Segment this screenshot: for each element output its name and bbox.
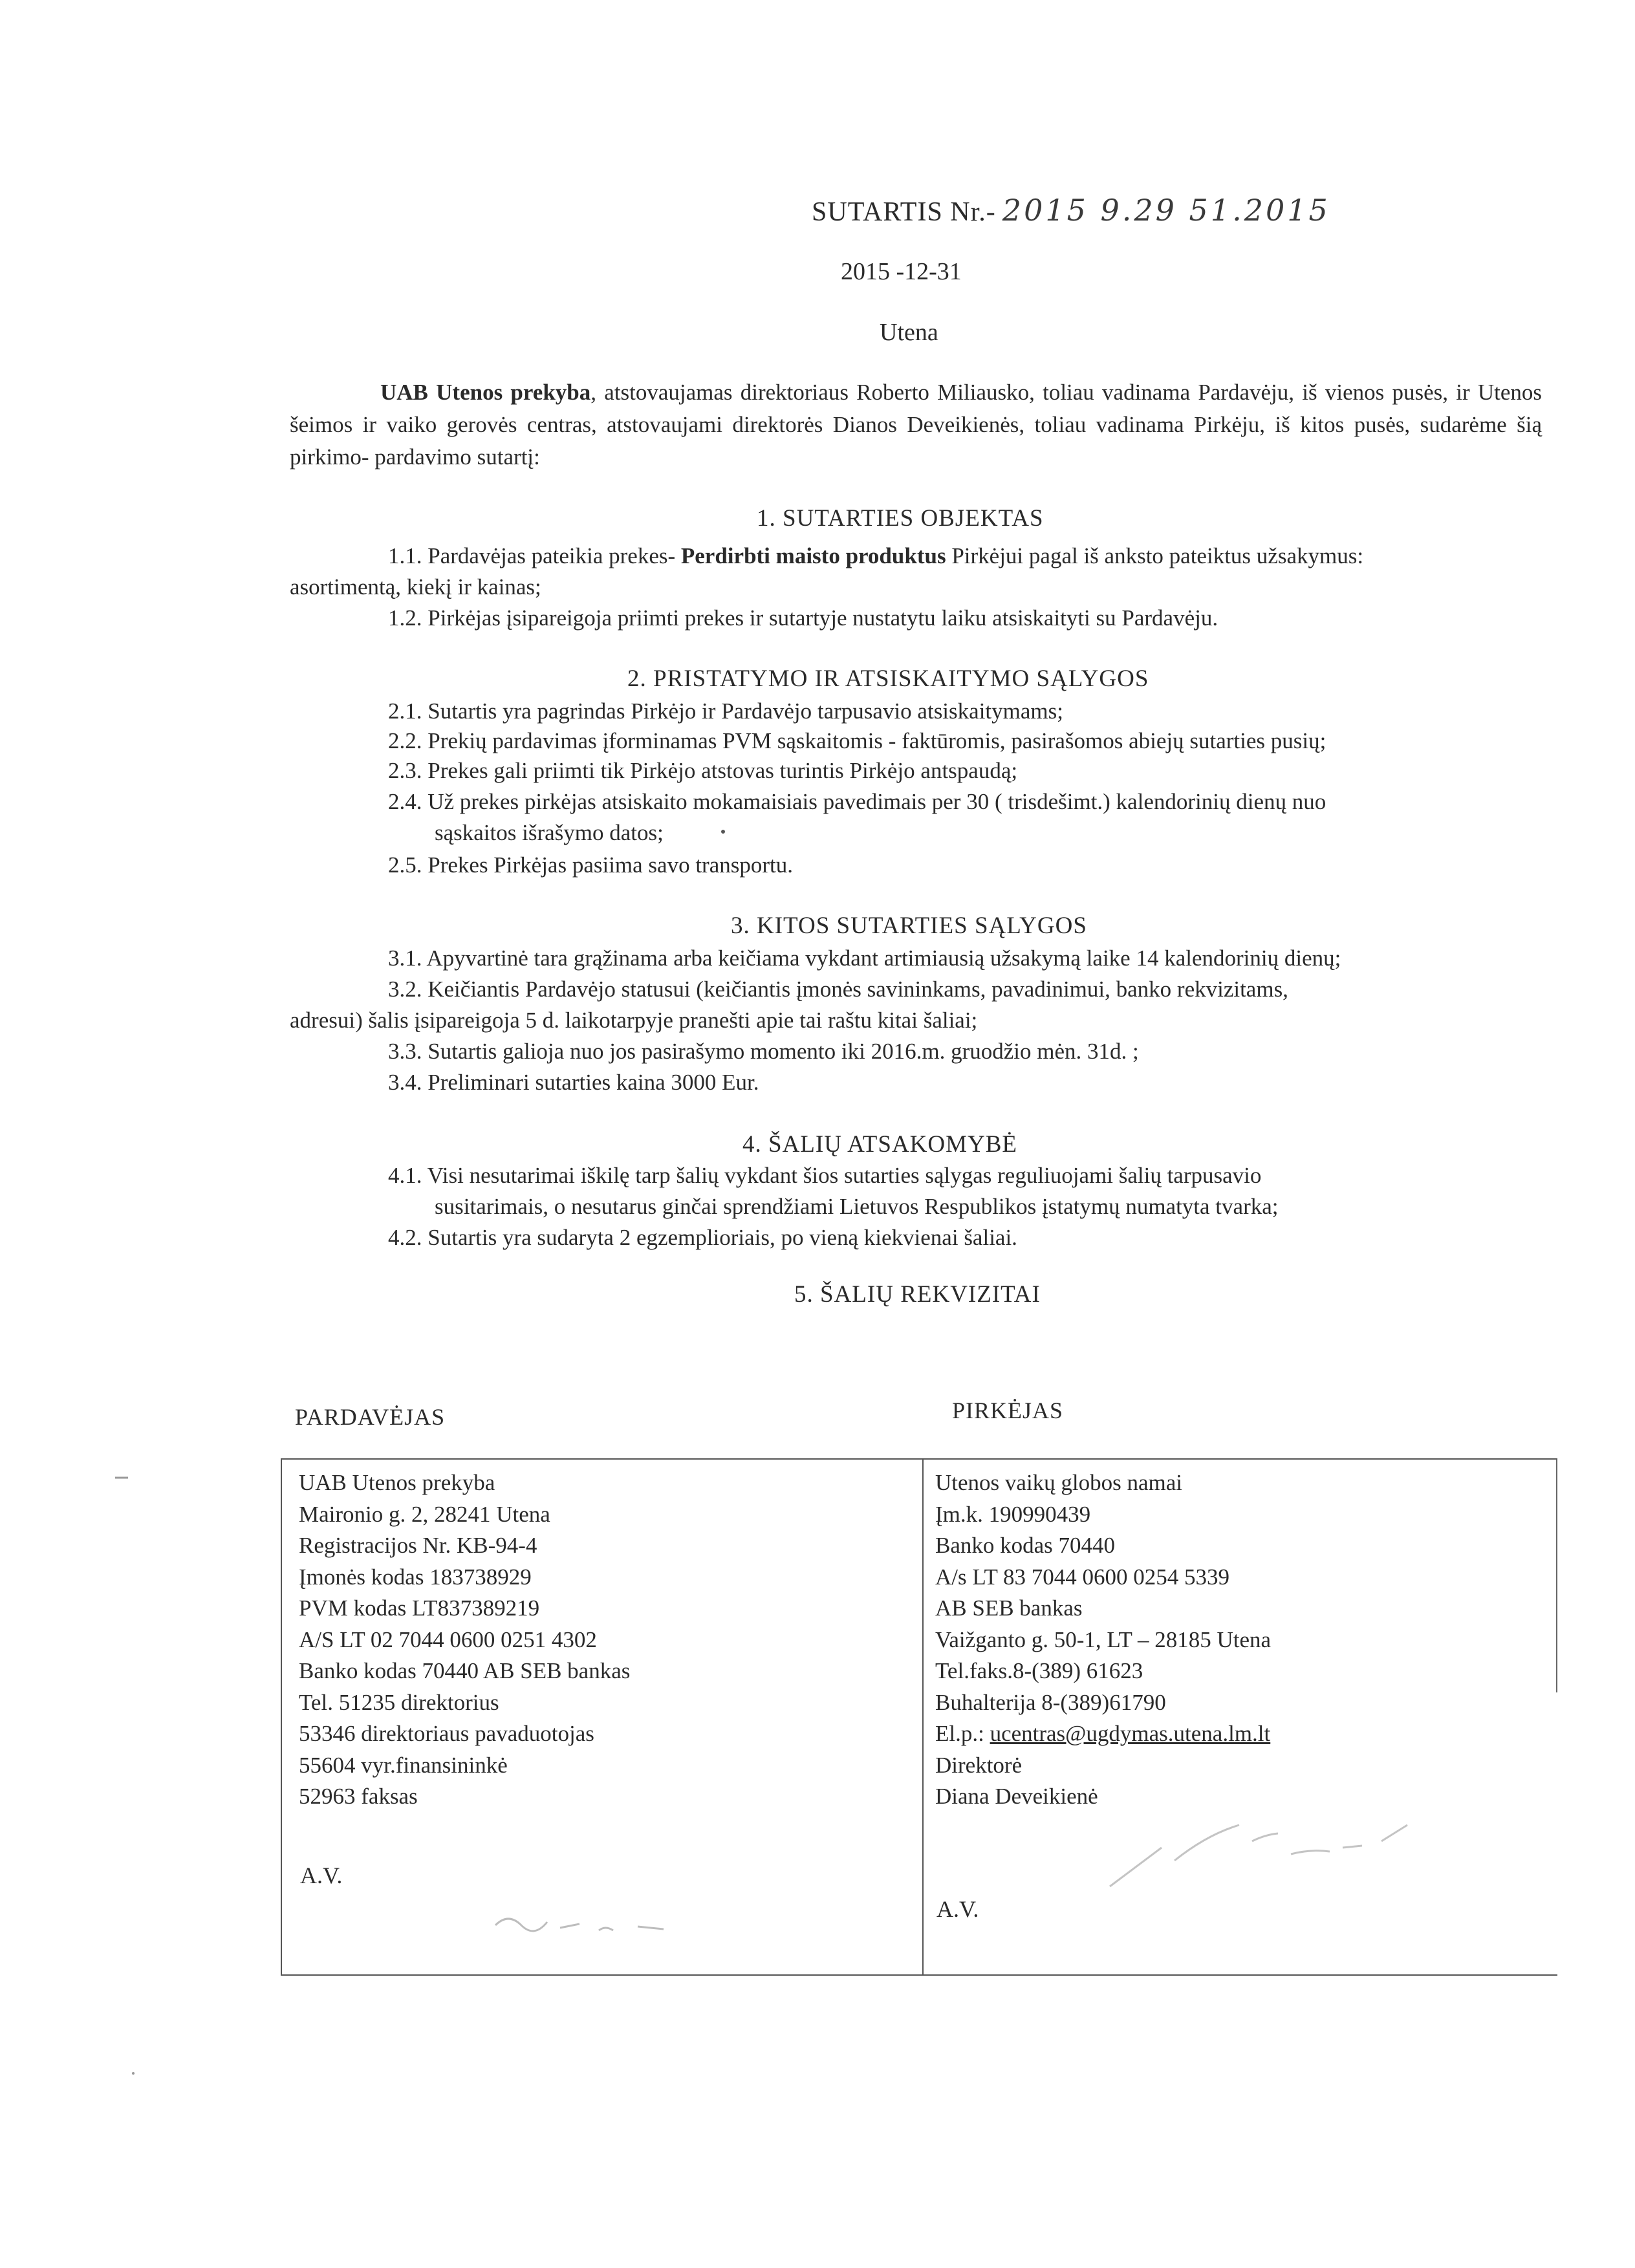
seller-line: 53346 direktoriaus pavaduotojas (299, 1721, 594, 1746)
buyer-signer-title: Direktorė (935, 1752, 1023, 1778)
clause-2-4: 2.4. Už prekes pirkėjas atsiskaito mokamaisiais pavedimais per 30 ( trisdešimt.) kalendorinių dienų nuo (388, 789, 1326, 814)
seller-stamp-place: A.V. (300, 1863, 343, 1888)
contract-title (812, 193, 1330, 228)
clause-2-4-cont: sąskaitos išrašymo datos; (435, 820, 664, 845)
buyer-line: Vaižganto g. 50-1, LT – 28185 Utena (935, 1626, 1272, 1652)
seller-line: Įmonės kodas 183738929 (299, 1564, 532, 1590)
buyer-line: Tel.faks.8-(389) 61623 (935, 1658, 1143, 1683)
seller-line: UAB Utenos prekyba (299, 1470, 495, 1495)
clause-2-3: 2.3. Prekes gali priimti tik Pirkėjo atstovas turintis Pirkėjo antspaudą; (388, 758, 1018, 783)
seller-line: 55604 vyr.finansininkė (299, 1752, 508, 1778)
clause-1-2: 1.2. Pirkėjas įsipareigoja priimti prekes ir sutartyje nustatytu laiku atsiskaityti su Pardavėju. (388, 605, 1218, 631)
section-1-heading: 1. SUTARTIES OBJEKTAS (757, 505, 1044, 532)
scan-speck (719, 828, 727, 836)
clause-4-1: 4.1. Visi nesutarimai iškilę tarp šalių vykdant šios sutarties sąlygas reguliuojami šalių tarpusavio (388, 1163, 1262, 1188)
buyer-email-line (935, 1718, 1271, 1750)
buyer-line: A/s LT 83 7044 0600 0254 5339 (935, 1564, 1230, 1590)
table-right-edge (1556, 1460, 1557, 1692)
contract-title-text: SUTARTIS Nr.- (812, 197, 996, 227)
clause-1-1-cont: asortimentą, kiekį ir kainas; (290, 574, 541, 599)
buyer-line: Buhalterija 8-(389)61790 (935, 1689, 1166, 1715)
section-2-heading: 2. PRISTATYMO IR ATSISKAITYMO SĄLYGOS (627, 665, 1149, 692)
scan-speck (129, 2069, 137, 2077)
seller-signature-mark (489, 1899, 709, 1945)
clause-2-1: 2.1. Sutartis yra pagrindas Pirkėjo ir Pardavėjo tarpusavio atsiskaitymams; (388, 698, 1063, 724)
contract-city: Utena (880, 319, 938, 346)
clause-1-1-b: Pirkėjui pagal iš anksto pateiktus užsakymus: (946, 543, 1364, 568)
buyer-label: PIRKĖJAS (952, 1398, 1064, 1423)
handwritten-contract-number: 2015 9.29 51.2015 (1002, 193, 1330, 228)
seller-line: A/S LT 02 7044 0600 0251 4302 (299, 1626, 597, 1652)
seller-line: 52963 faksas (299, 1784, 418, 1809)
seller-line: Tel. 51235 direktorius (299, 1689, 499, 1715)
buyer-line: Įm.k. 190990439 (935, 1501, 1091, 1527)
clause-4-2: 4.2. Sutartis yra sudaryta 2 egzemplioriais, po vieną kiekvienai šaliai. (388, 1225, 1017, 1250)
table-divider (922, 1460, 924, 1974)
buyer-line: Banko kodas 70440 (935, 1533, 1116, 1558)
requisites-table (281, 1458, 1557, 1976)
clause-3-2: 3.2. Keičiantis Pardavėjo statusui (keičiantis įmonės savininkams, pavadinimui, banko rekvizitams, (388, 977, 1288, 1002)
buyer-signature-mark (1097, 1815, 1433, 1912)
buyer-email-link[interactable]: ucentras@ugdymas.utena.lm.lt (990, 1721, 1271, 1746)
clause-3-1: 3.1. Apyvartinė tara grąžinama arba keičiama vykdant artimiausią užsakymą laike 14 kalendorinių dienų; (388, 945, 1341, 971)
clause-1-1-goods: Perdirbti maisto produktus (680, 543, 946, 568)
clause-3-4: 3.4. Preliminari sutarties kaina 3000 Eur. (388, 1070, 759, 1095)
buyer-stamp-place: A.V. (937, 1896, 979, 1922)
buyer-signer-name: Diana Deveikienė (935, 1784, 1098, 1809)
clause-3-2-cont: adresui) šalis įsipareigoja 5 d. laikotarpyje pranešti apie tai raštu kitai šaliai; (290, 1008, 978, 1033)
buyer-line: Utenos vaikų globos namai (935, 1470, 1183, 1495)
clause-3-3: 3.3. Sutartis galioja nuo jos pasirašymo momento iki 2016.m. gruodžio mėn. 31d. ; (388, 1039, 1139, 1064)
clause-1-1 (388, 543, 1363, 569)
seller-label: PARDAVĖJAS (295, 1404, 446, 1430)
seller-line: Maironio g. 2, 28241 Utena (299, 1501, 550, 1527)
buyer-line: AB SEB bankas (935, 1595, 1083, 1621)
clause-2-2: 2.2. Prekių pardavimas įforminamas PVM sąskaitomis - faktūromis, pasirašomos abiejų sutarties pusių; (388, 728, 1326, 753)
seller-name: UAB Utenos prekyba (380, 380, 591, 405)
contract-date: 2015 -12-31 (841, 258, 962, 285)
seller-line: Registracijos Nr. KB-94-4 (299, 1533, 537, 1558)
section-3-heading: 3. KITOS SUTARTIES SĄLYGOS (731, 913, 1087, 939)
clause-2-5: 2.5. Prekes Pirkėjas pasiima savo transportu. (388, 852, 794, 878)
seller-line: Banko kodas 70440 AB SEB bankas (299, 1658, 631, 1683)
seller-line: PVM kodas LT837389219 (299, 1595, 540, 1621)
clause-1-1-a: 1.1. Pardavėjas pateikia prekes- (388, 543, 681, 568)
intro-paragraph (290, 376, 1542, 473)
section-5-heading: 5. ŠALIŲ REKVIZITAI (794, 1281, 1041, 1308)
scan-speck (114, 1474, 133, 1481)
buyer-requisites (935, 1467, 1271, 1813)
clause-4-1-cont: susitarimais, o nesutarus ginčai sprendžiami Lietuvos Respublikos įstatymų numatyta tvarka; (435, 1194, 1279, 1219)
buyer-email-prefix: El.p.: (935, 1721, 990, 1746)
seller-requisites (299, 1467, 630, 1813)
intro-text: , atstovaujamas direktoriaus Roberto Miliausko, toliau vadinama Pardavėju, iš vienos pusės, ir Utenos šeimos ir vaiko gerovės centras, atstovaujami direktorės Dianos Deveikienės, toliau vadinama Pirkėju, iš kitos pusės, sudarėme šią pirkimo- pardavimo sutartį: (290, 380, 1543, 470)
section-4-heading: 4. ŠALIŲ ATSAKOMYBĖ (742, 1131, 1018, 1158)
